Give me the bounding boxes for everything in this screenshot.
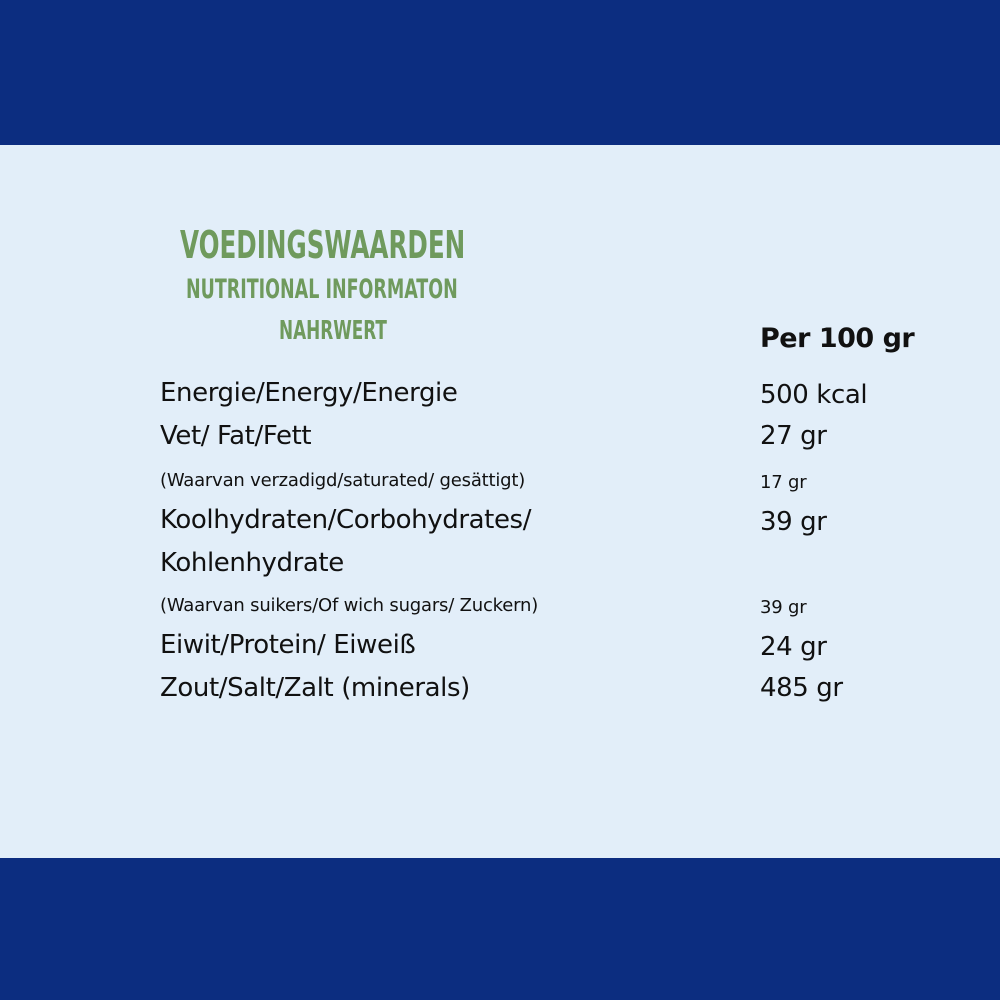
row-sugars-label: (Waarvan suikers/Of wich sugars/ Zuckern) (160, 595, 539, 616)
per-100g-header: Per 100 gr (760, 323, 915, 354)
row-sugars-value: 39 gr (760, 597, 807, 618)
row-salt-label: Zout/Salt/Zalt (minerals) (160, 673, 470, 703)
nutrition-panel (0, 145, 1000, 858)
row-energy-value: 500 kcal (760, 380, 868, 410)
row-fat-value: 27 gr (760, 421, 827, 451)
row-energy-label: Energie/Energy/Energie (160, 378, 458, 408)
row-protein-label: Eiwit/Protein/ Eiweiß (160, 630, 416, 660)
row-carbs-value: 39 gr (760, 507, 827, 537)
top-band (0, 0, 1000, 145)
row-saturated-label: (Waarvan verzadigd/saturated/ gesättigt) (160, 470, 526, 491)
row-saturated-value: 17 gr (760, 472, 807, 493)
row-carbs-label-line2: Kohlenhydrate (160, 548, 344, 578)
row-fat-label: Vet/ Fat/Fett (160, 421, 312, 451)
bottom-band (0, 858, 1000, 1000)
heading-german: NAHRWERT (279, 316, 387, 346)
heading-dutch: VOEDINGSWAARDEN (180, 223, 466, 267)
row-protein-value: 24 gr (760, 632, 827, 662)
row-salt-value: 485 gr (760, 673, 843, 703)
heading-english: NUTRITIONAL INFORMATON (186, 274, 458, 305)
row-carbs-label-line1: Koolhydraten/Corbohydrates/ (160, 505, 532, 535)
